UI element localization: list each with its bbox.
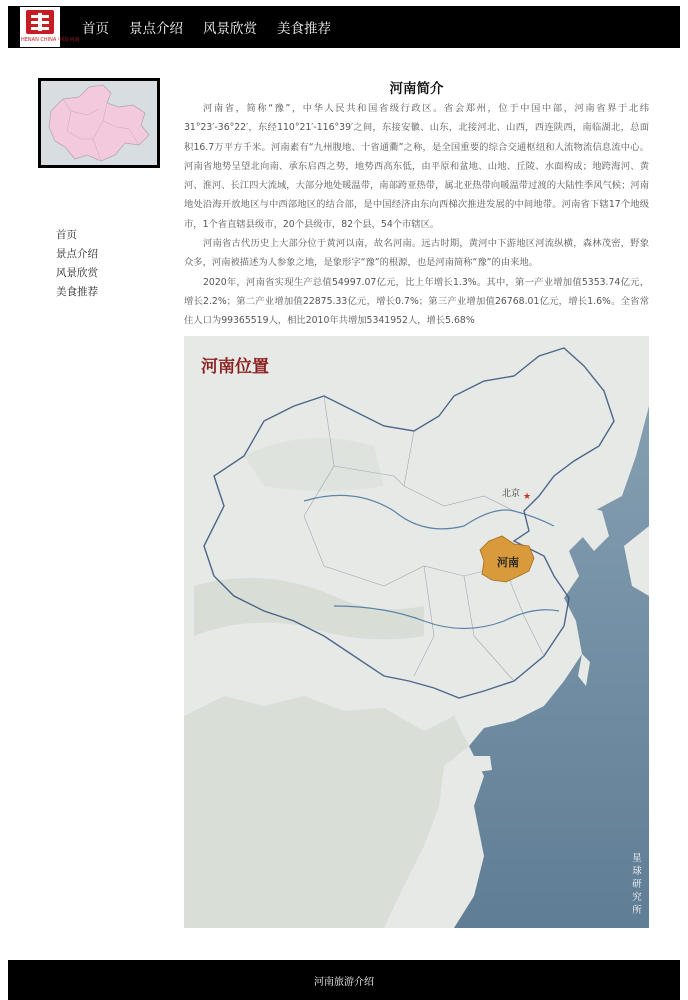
province-thumbnail-map: [38, 78, 160, 168]
side-nav: [56, 226, 98, 302]
sidebar-item-home[interactable]: 首页: [56, 229, 77, 241]
nav-home[interactable]: 首页: [82, 21, 109, 37]
main-nav: [82, 6, 351, 48]
footer-bar: [8, 960, 680, 1000]
capital-label: 北京: [502, 489, 521, 499]
henan-outline-map: [41, 81, 157, 165]
site-logo[interactable]: [20, 7, 80, 47]
henan-location-map: [184, 336, 649, 928]
map-watermark: 星球研究所: [632, 853, 642, 916]
sidebar-item-attractions[interactable]: 景点介绍: [56, 248, 98, 260]
capital-star-icon: ★: [523, 492, 532, 502]
logo-text: HENAN CHINA 中国·河南: [21, 37, 80, 43]
nav-attractions[interactable]: 景点介绍: [129, 21, 183, 37]
economy-paragraph: 2020年，河南省实现生产总值54997.07亿元，比上年增长1.3%。其中，第一产业增加值5353.74亿元，增长2.2%；第二产业增加值22875.33亿元，增长0.7%；第三产业增加值26768.01亿元，增长1.6%。全省常住人口为99365519人，相比2010年共增加5341952人，增长5.68%: [184, 276, 649, 327]
top-nav-bar: [8, 6, 680, 48]
map-heading: 河南位置: [201, 357, 269, 377]
page-title: 河南简介: [389, 81, 444, 97]
sidebar-item-food[interactable]: 美食推荐: [56, 286, 98, 298]
intro-paragraph: 河南省，简称“豫”，中华人民共和国省级行政区。省会郑州，位于中国中部，河南省界于北纬31°23′-36°22′，东经110°21′-116°39′之间，东接安徽、山东，北接河北、山西，西连陕西，南临湖北，总面积16.7万平方千米。河南素有“九州腹地、十省通衢”之称，是全国重要的综合交通枢纽和人流物流信息流中心。河南省地势呈望北向南、承东启西之势，地势西高东低，由平原和盆地、山地、丘陵、水面构成；地跨海河、黄河、淮河、长江四大流域，大部分地处暖温带，南部跨亚热带，属北亚热带向暖温带过渡的大陆性季风气候；河南地处沿海开放地区与中西部地区的结合部，是中国经济由东向西梯次推进发展的中间地带。河南省下辖17个地级市，1个省直辖县级市，20个县级市，82个县，54个市辖区。: [184, 103, 649, 230]
footer-text: 河南旅游介绍: [314, 976, 374, 988]
nav-food[interactable]: 美食推荐: [277, 21, 331, 37]
province-label: 河南: [497, 556, 519, 569]
henan-seal-icon: [26, 10, 54, 34]
history-paragraph: 河南省古代历史上大部分位于黄河以南，故名河南。远古时期，黄河中下游地区河流纵横，森林茂密，野象众多，河南被描述为人参象之地，是象形字“豫”的根源，也是河南简称“豫”的由来地。: [184, 238, 649, 269]
nav-scenery[interactable]: 风景欣赏: [203, 21, 257, 37]
china-map-image: [184, 336, 649, 928]
main-content: [184, 80, 649, 331]
sidebar-item-scenery[interactable]: 风景欣赏: [56, 267, 98, 279]
